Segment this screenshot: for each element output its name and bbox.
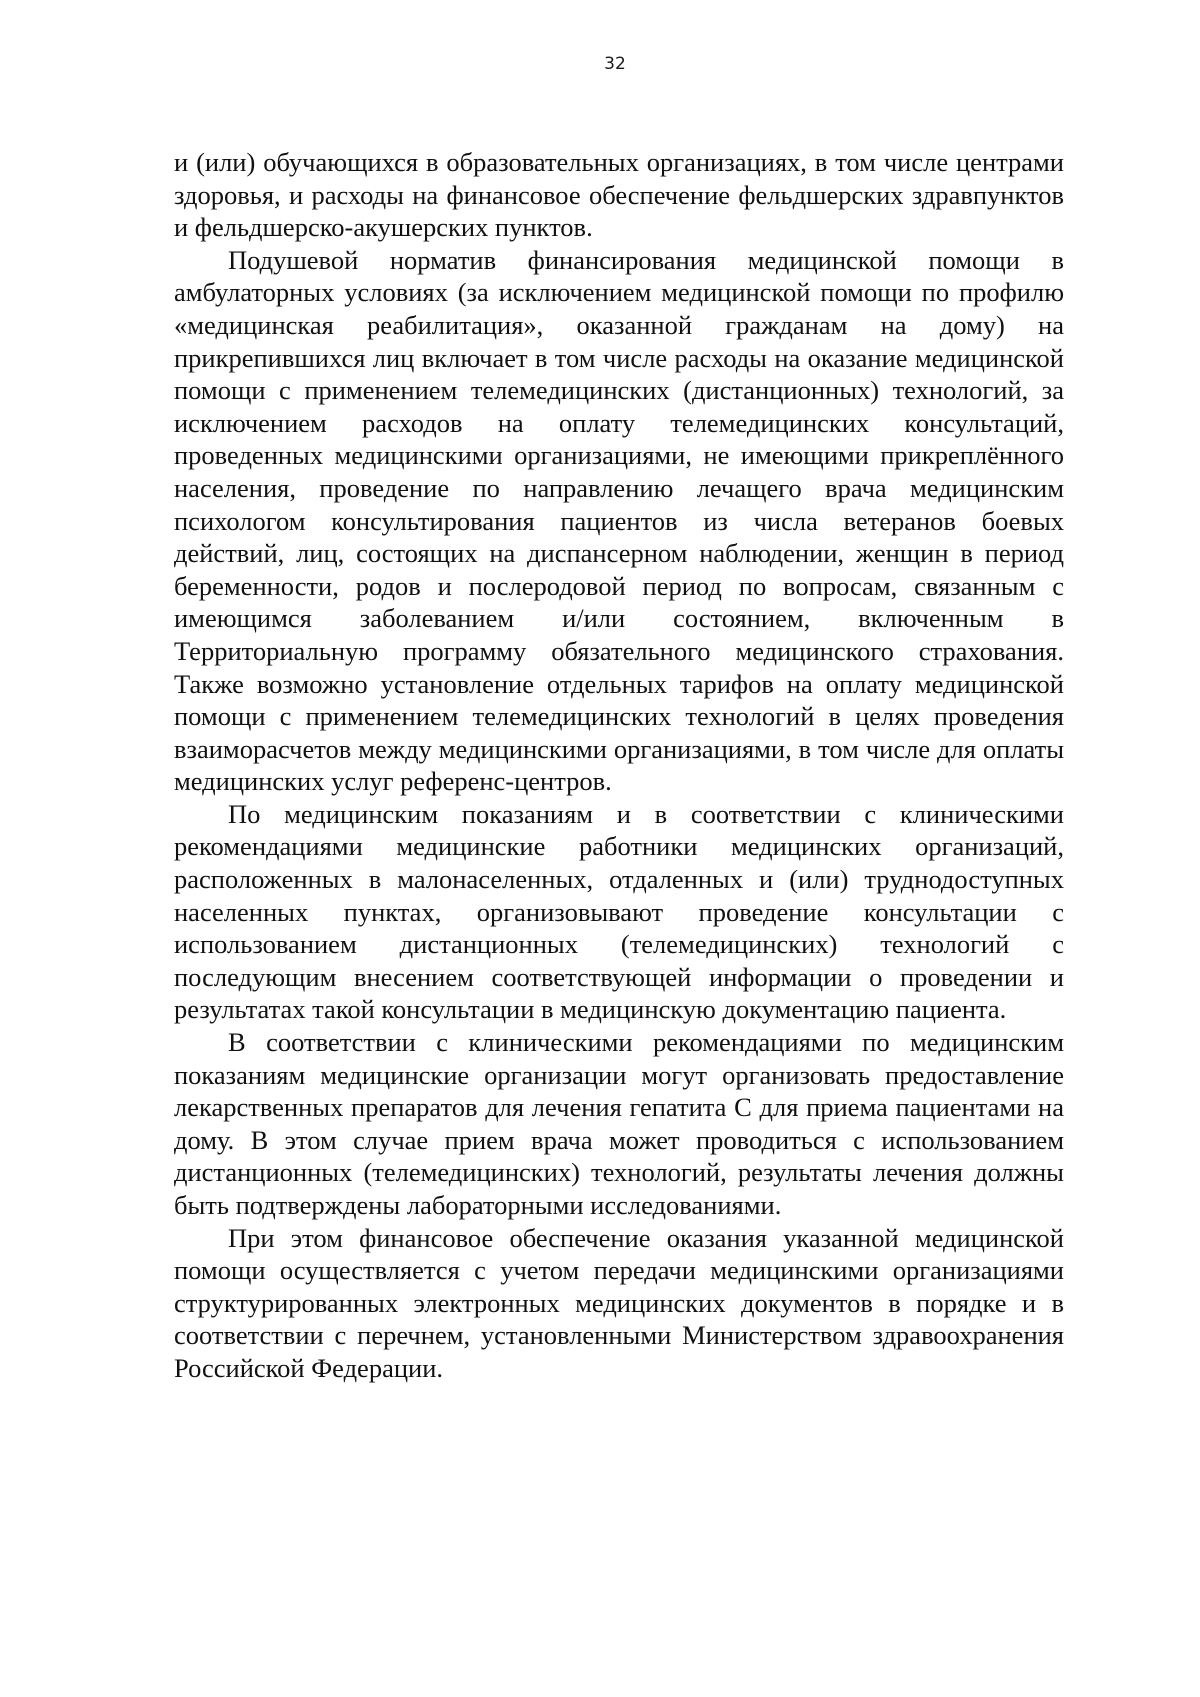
paragraph-hepatitis-c-treatment: В соответствии с клиническими рекомендациями по медицинским показаниям медицинские организации могут организовать предоставление лекарственных препаратов для лечения гепатита С для приема пациентами на дому. В этом случае прием врача может проводиться с использованием дистанционных (телемедицинских) технологий, результаты лечения должны быть подтверждены лабораторными исследованиями. <box>174 1027 1064 1220</box>
page-number: 32 <box>604 54 626 74</box>
paragraph-continuation: и (или) обучающихся в образовательных организациях, в том числе центрами здоровья, и расходы на финансовое обеспечение фельдшерских здравпунктов и фельдшерско-акушерских пунктов. <box>174 147 1064 243</box>
paragraph-financial-provision: При этом финансовое обеспечение оказания указанной медицинской помощи осуществляется с учетом передачи медицинскими организациями структурированных электронных медицинских документов в порядке и в соответствии с перечнем, установленными Министерством здравоохранения Российской Федерации. <box>174 1222 1064 1383</box>
paragraph-remote-consultations: По медицинским показаниям и в соответствии с клиническими рекомендациями медицинские работники медицинских организаций, расположенных в малонаселенных, отдаленных и (или) труднодоступных населенных пунктах, организовывают проведение консультации с использованием дистанционных (телемедицинских) технологий с последующим внесением соответствующей информации о проведении и результатах такой консультации в медицинскую документацию пациента. <box>174 798 1064 1025</box>
document-body <box>174 146 1064 1385</box>
paragraph-per-capita-standard: Подушевой норматив финансирования медицинской помощи в амбулаторных условиях (за исключением медицинской помощи по профилю «медицинская реабилитация», оказанной гражданам на дому) на прикрепившихся лиц включает в том числе расходы на оказание медицинской помощи с применением телемедицинских (дистанционных) технологий, за исключением расходов на оплату телемедицинских консультаций, проведенных медицинскими организациями, не имеющими прикреплённого населения, проведение по направлению лечащего врача медицинским психологом консультирования пациентов из числа ветеранов боевых действий, лиц, состоящих на диспансерном наблюдении, женщин в период беременности, родов и послеродовой период по вопросам, связанным с имеющимся заболеванием и/или состоянием, включенным в Территориальную программу обязательного медицинского страхования. Также возможно установление отдельных тарифов на оплату медицинской помощи с применением телемедицинских технологий в целях проведения взаиморасчетов между медицинскими организациями, в том числе для оплаты медицинских услуг референс-центров. <box>174 244 1064 797</box>
